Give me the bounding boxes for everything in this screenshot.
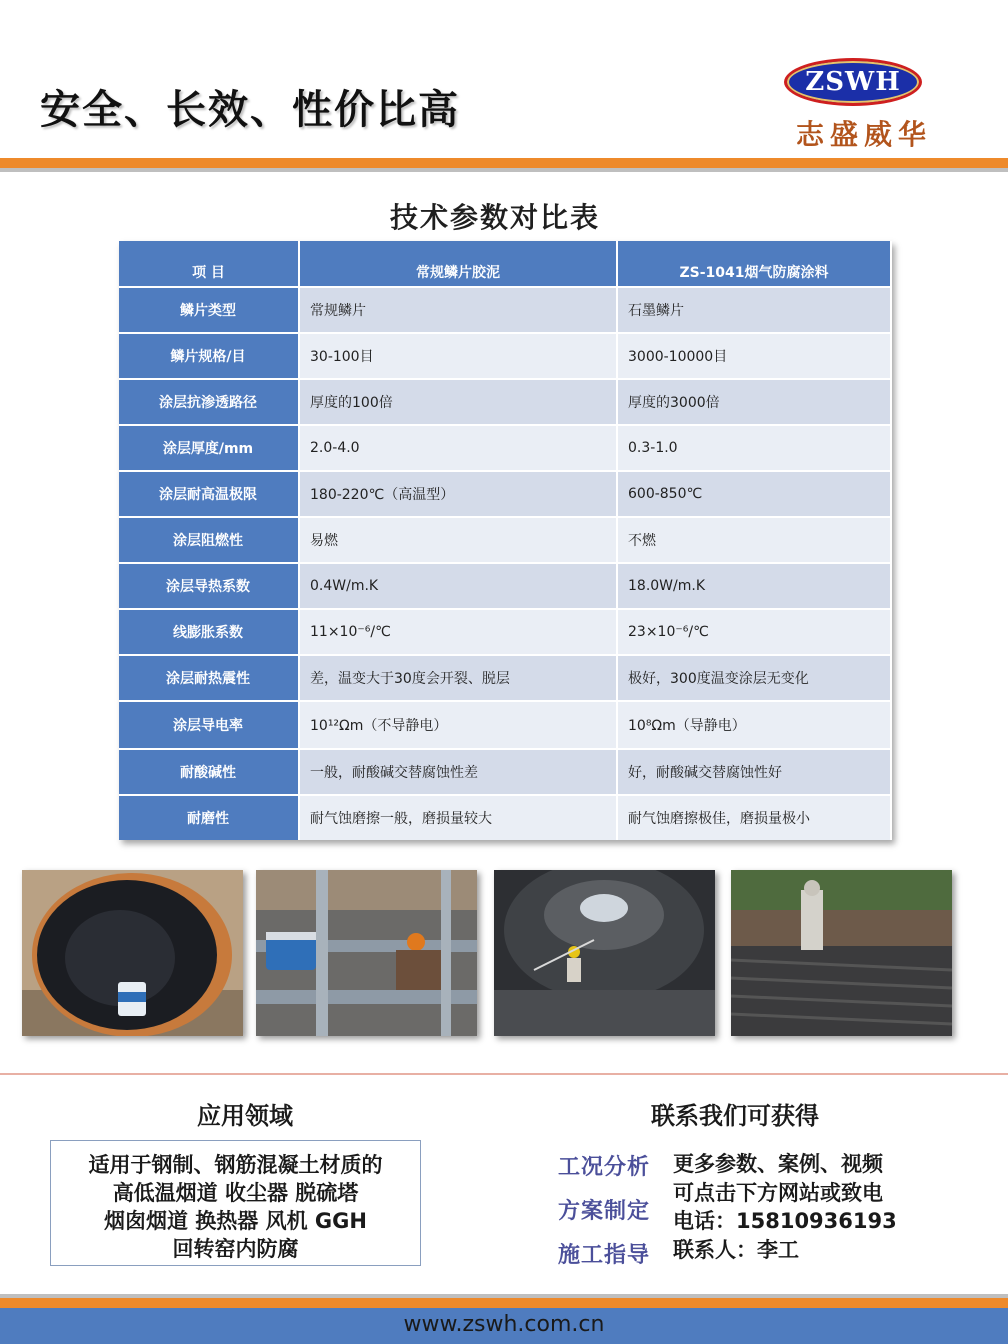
- row-item: 线膨胀系数: [119, 609, 299, 655]
- logo-text: ZSWH: [805, 67, 901, 97]
- footer-divider-orange: [0, 1298, 1008, 1308]
- cell-zs: 0.3-1.0: [617, 425, 891, 471]
- table-row: [119, 379, 891, 425]
- row-item: 涂层阻燃性: [119, 517, 299, 563]
- application-line: 高低温烟道 收尘器 脱硫塔: [112, 1181, 359, 1205]
- page-title: 安全、长效、性价比高: [40, 87, 460, 133]
- contact-label: 工况分析: [558, 1155, 651, 1180]
- cell-zs: 好，耐酸碱交替腐蚀性好: [617, 749, 891, 795]
- cell-zs: 23×10⁻⁶/℃: [617, 609, 891, 655]
- application-line: 回转窑内防腐: [172, 1237, 299, 1261]
- row-item: 涂层厚度/mm: [119, 425, 299, 471]
- row-item: 鳞片类型: [119, 287, 299, 333]
- cell-zs: 600-850℃: [617, 471, 891, 517]
- row-item: 涂层抗渗透路径: [119, 379, 299, 425]
- table-row: [119, 609, 891, 655]
- cell-normal: 常规鳞片: [299, 287, 617, 333]
- table-row: [119, 517, 891, 563]
- contact-details: [673, 1148, 897, 1262]
- photo-tank-interior: [494, 870, 715, 1036]
- cell-zs: 18.0W/m.K: [617, 563, 891, 609]
- header-divider-gray: [0, 168, 1008, 172]
- cell-normal: 2.0-4.0: [299, 425, 617, 471]
- column-header-item: 项 目: [119, 241, 299, 287]
- table-row: [119, 425, 891, 471]
- cell-zs: 极好，300度温变涂层无变化: [617, 655, 891, 701]
- table-row: [119, 655, 891, 701]
- contact-line: 更多参数、案例、视频: [673, 1152, 883, 1176]
- contact-line: 可点击下方网站或致电: [673, 1180, 883, 1205]
- cell-normal: 0.4W/m.K: [299, 563, 617, 609]
- cell-zs: 3000-10000目: [617, 333, 891, 379]
- photo-pipe-yard: [731, 870, 952, 1036]
- table-row: [119, 563, 891, 609]
- row-item: 涂层导电率: [119, 701, 299, 749]
- contact-labels: [558, 1150, 650, 1282]
- table-row: [119, 287, 891, 333]
- cell-normal: 一般，耐酸碱交替腐蚀性差: [299, 749, 617, 795]
- website-link[interactable]: www.zswh.com.cn: [403, 1312, 605, 1337]
- application-line: 适用于钢制、钢筋混凝土材质的: [88, 1153, 383, 1177]
- contact-label: 施工指导: [558, 1243, 651, 1268]
- cell-normal: 厚度的100倍: [299, 379, 617, 425]
- cell-normal: 30-100目: [299, 333, 617, 379]
- contact-phone[interactable]: 电话：15810936193: [673, 1209, 897, 1233]
- table-row: [119, 701, 891, 749]
- application-line: 烟囱烟道 换热器 风机 GGH: [104, 1209, 367, 1233]
- parameter-comparison-table: [119, 241, 892, 840]
- column-header-zs1041: ZS-1041烟气防腐涂料: [617, 241, 891, 287]
- application-box: [50, 1140, 421, 1266]
- cell-zs: 厚度的3000倍: [617, 379, 891, 425]
- row-item: 涂层耐热震性: [119, 655, 299, 701]
- photo-worker-coating: [256, 870, 477, 1036]
- contact-heading: 联系我们可获得: [651, 1102, 819, 1130]
- cell-normal: 易燃: [299, 517, 617, 563]
- row-item: 耐磨性: [119, 795, 299, 840]
- contact-person: 联系人：李工: [673, 1237, 799, 1262]
- section-divider: [0, 1073, 1008, 1075]
- cell-zs: 不燃: [617, 517, 891, 563]
- table-row: [119, 333, 891, 379]
- cell-normal: 180-220℃（高温型）: [299, 471, 617, 517]
- cell-zs: 耐气蚀磨擦极佳，磨损量极小: [617, 795, 891, 840]
- row-item: 涂层耐高温极限: [119, 471, 299, 517]
- table-row: [119, 795, 891, 840]
- table-header-row: [119, 241, 891, 287]
- logo: [784, 58, 922, 106]
- row-item: 鳞片规格/目: [119, 333, 299, 379]
- cell-normal: 耐气蚀磨擦一般，磨损量较大: [299, 795, 617, 840]
- column-header-normal: 常规鳞片胶泥: [299, 241, 617, 287]
- logo-chinese-name: 志盛威华: [796, 118, 933, 151]
- photo-pipe-interior: [22, 870, 243, 1036]
- cell-zs: 石墨鳞片: [617, 287, 891, 333]
- table-title: 技术参数对比表: [389, 201, 600, 234]
- row-item: 涂层导热系数: [119, 563, 299, 609]
- contact-label: 方案制定: [558, 1199, 651, 1224]
- cell-normal: 11×10⁻⁶/℃: [299, 609, 617, 655]
- row-item: 耐酸碱性: [119, 749, 299, 795]
- cell-normal: 差，温变大于30度会开裂、脱层: [299, 655, 617, 701]
- table-row: [119, 471, 891, 517]
- cell-normal: 10¹²Ωm（不导静电）: [299, 701, 617, 749]
- application-heading: 应用领域: [197, 1102, 293, 1130]
- table-row: [119, 749, 891, 795]
- cell-zs: 10⁸Ωm（导静电）: [617, 701, 891, 749]
- header-divider-orange: [0, 158, 1008, 168]
